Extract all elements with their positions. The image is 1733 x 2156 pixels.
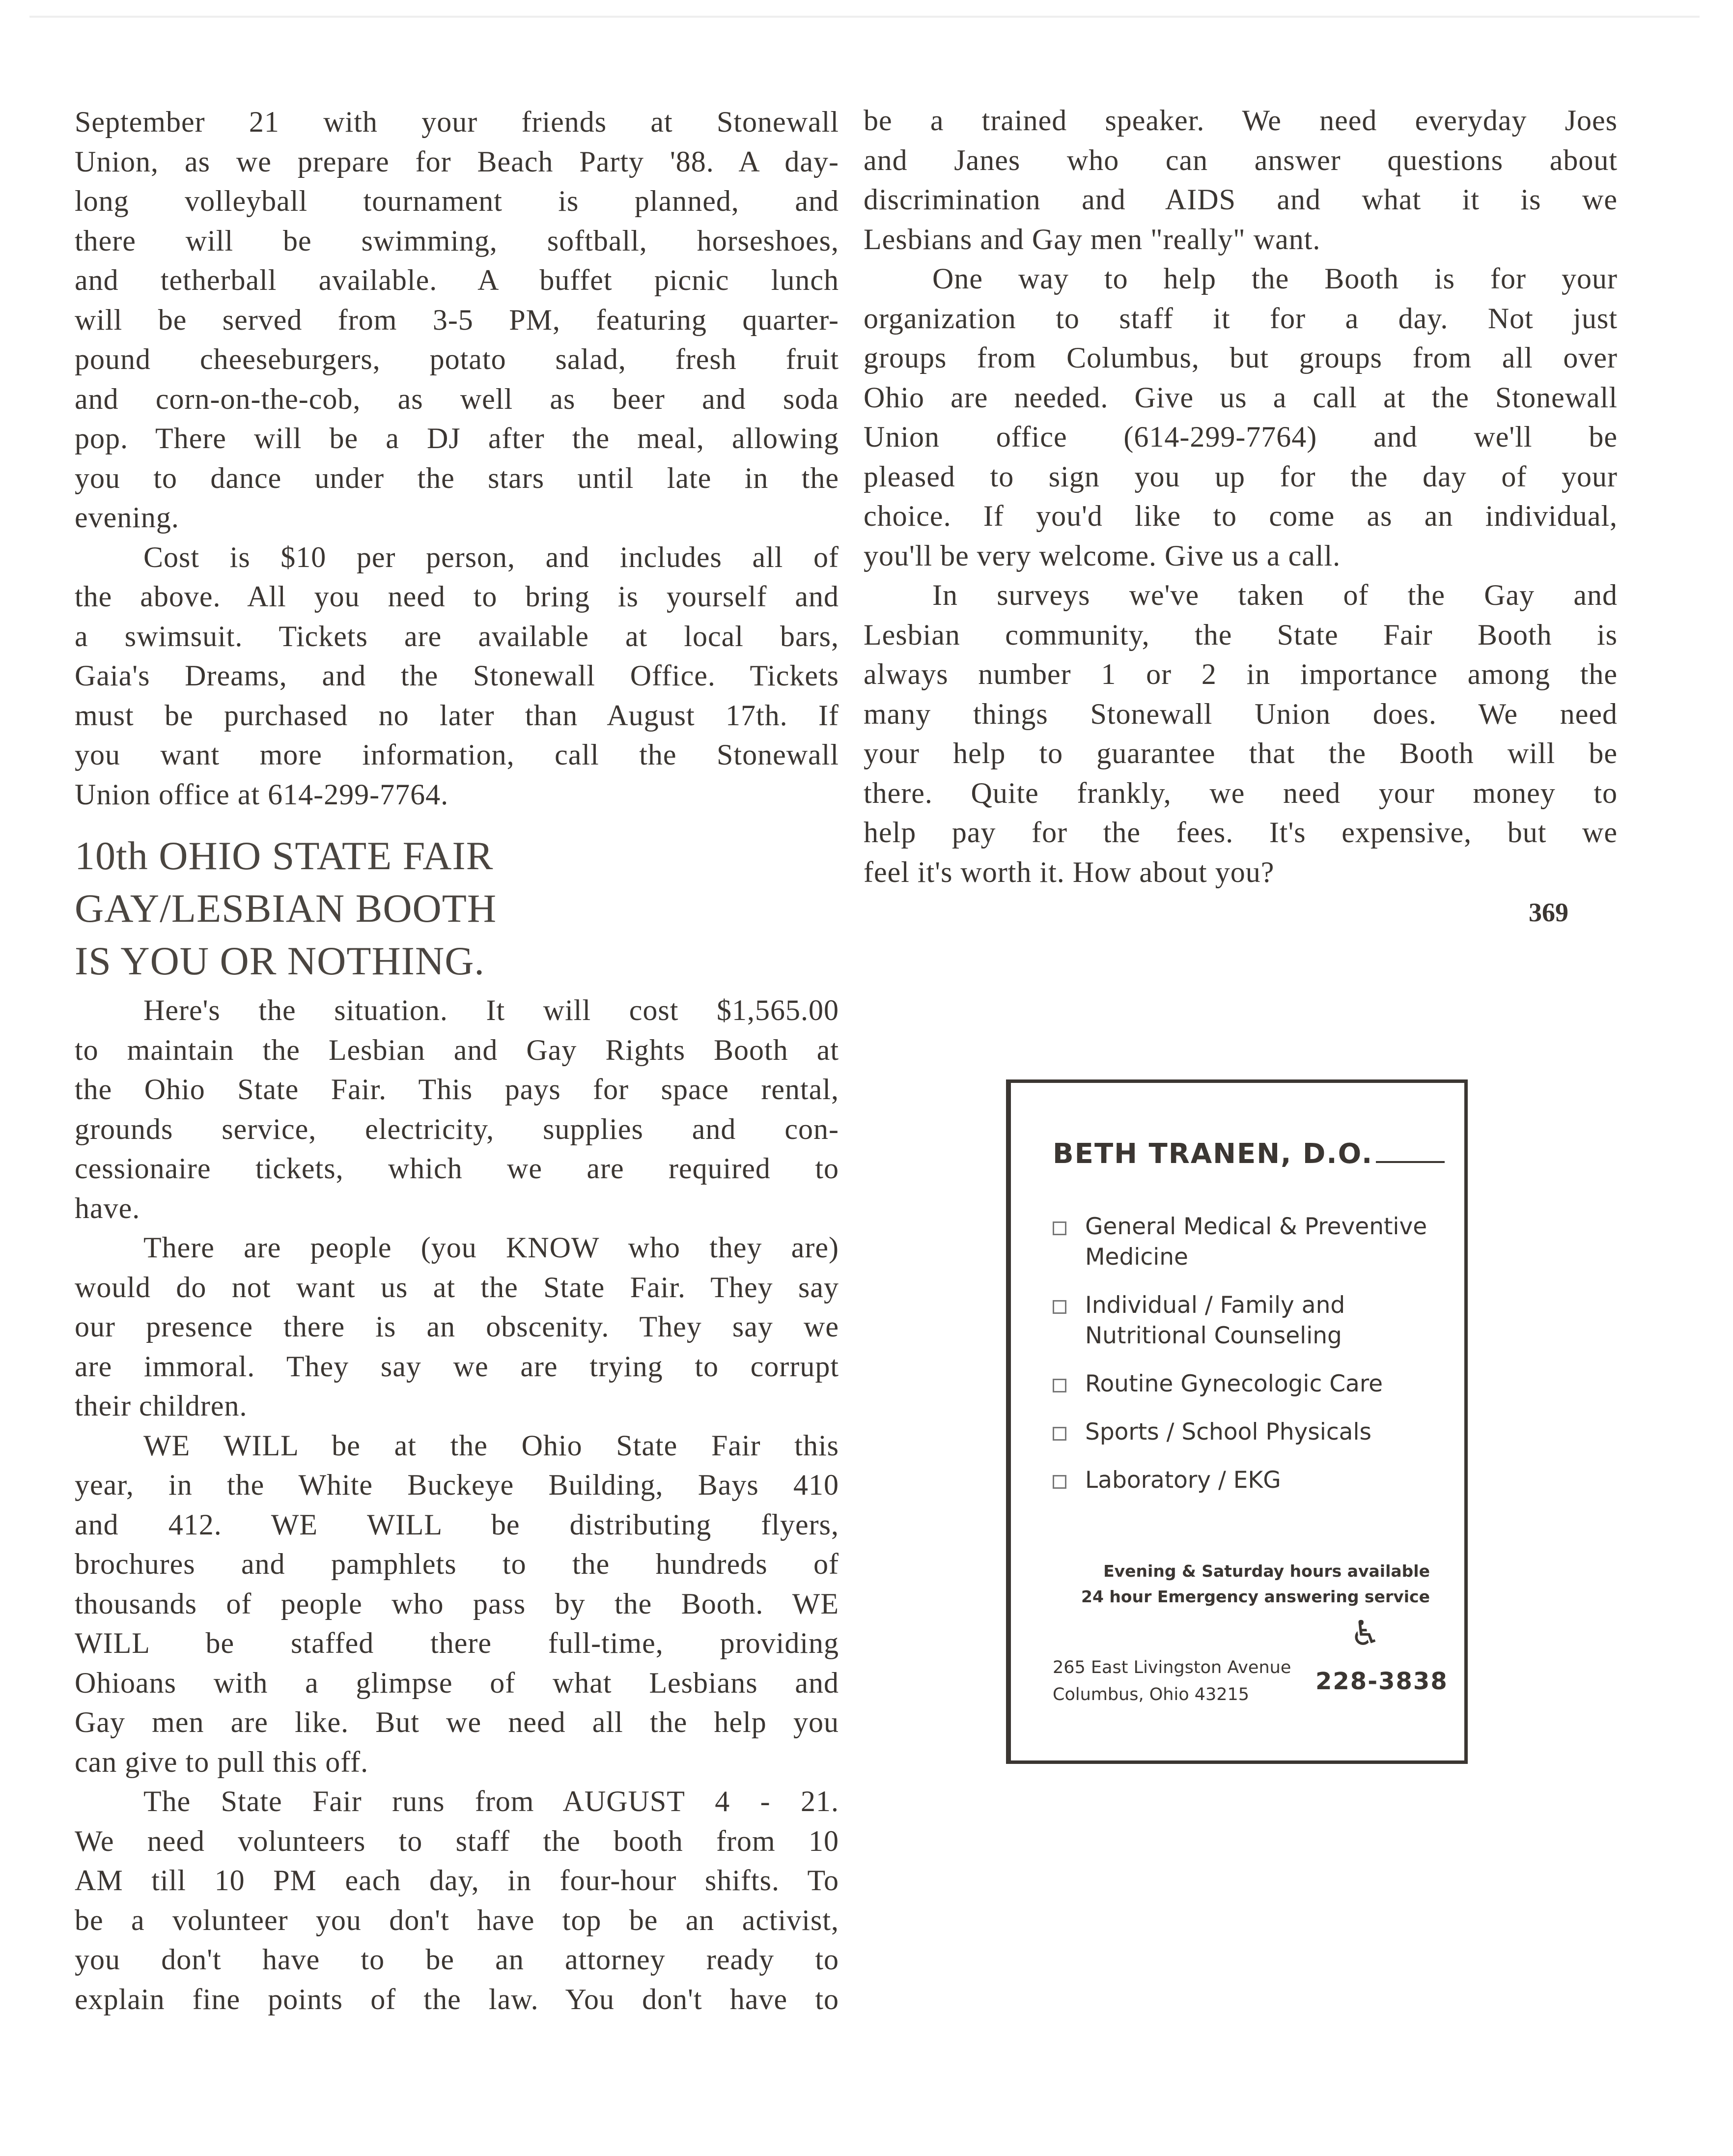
services-list — [1053, 1212, 1446, 1513]
text-line: the above. All you need to bring is yourself and — [75, 580, 839, 613]
text-line: and 412. WE WILL be distributing flyers, — [75, 1508, 839, 1541]
text-line: a swimsuit. Tickets are available at local bars, — [75, 620, 839, 652]
text-line: long volleyball tournament is planned, and — [75, 185, 839, 217]
heading-line: 10th OHIO STATE FAIR — [75, 833, 494, 878]
text-line: will be served from 3-5 PM, featuring quarter- — [75, 303, 839, 336]
text-line: and corn-on-the-cob, as well as beer and soda — [75, 382, 839, 415]
page-number: 369 — [1529, 898, 1568, 927]
text-line: and Janes who can answer questions about — [864, 143, 1618, 176]
text-line: your help to guarantee that the Booth will be — [864, 737, 1618, 769]
text-line: pound cheeseburgers, potato salad, fresh fruit — [75, 343, 839, 375]
hours-info — [1053, 1559, 1430, 1610]
text-line: Lesbians and Gay men "really" want. — [864, 223, 1321, 255]
text-line: The State Fair runs from AUGUST 4 - 21. — [143, 1785, 839, 1817]
address — [1053, 1654, 1291, 1708]
text-line: year, in the White Buckeye Building, Bays 410 — [75, 1469, 839, 1501]
text-line: WE WILL be at the Ohio State Fair this — [143, 1429, 839, 1462]
advertisement-box — [1006, 1079, 1468, 1764]
checkbox-icon — [1053, 1475, 1066, 1489]
text-line: be a volunteer you don't have top be an activist, — [75, 1903, 839, 1936]
hours-line: Evening & Saturday hours available — [1103, 1561, 1430, 1581]
text-line: help pay for the fees. It's expensive, but we — [864, 816, 1618, 849]
title-underline — [1376, 1161, 1445, 1163]
right-column — [864, 101, 1618, 892]
emergency-line: 24 hour Emergency answering service — [1081, 1587, 1430, 1606]
text-line: groups from Columbus, but groups from all over — [864, 341, 1618, 374]
text-line: Here's the situation. It will cost $1,565.00 — [143, 994, 839, 1026]
text-line: discrimination and AIDS and what it is we — [864, 183, 1618, 216]
text-line: Ohioans with a glimpse of what Lesbians and — [75, 1666, 839, 1699]
text-line: September 21 with your friends at Stonewall — [75, 106, 839, 138]
service-item — [1053, 1369, 1446, 1399]
heading-line: GAY/LESBIAN BOOTH — [75, 886, 497, 931]
text-line: grounds service, electricity, supplies and con- — [75, 1112, 839, 1145]
ad-title-text: BETH TRANEN, D.O. — [1053, 1138, 1373, 1170]
text-line: and tetherball available. A buffet picnic lunch — [75, 264, 839, 296]
wheelchair-accessible-icon: ♿ — [1350, 1613, 1381, 1653]
text-line: Union office (614-299-7764) and we'll be — [864, 421, 1618, 453]
text-line: Union office at 614-299-7764. — [75, 778, 449, 811]
checkbox-icon — [1053, 1427, 1066, 1441]
text-line: many things Stonewall Union does. We need — [864, 697, 1618, 730]
text-line: you'll be very welcome. Give us a call. — [864, 539, 1341, 572]
service-item — [1053, 1212, 1446, 1273]
text-line: the Ohio State Fair. This pays for space rental, — [75, 1073, 839, 1106]
text-line: can give to pull this off. — [75, 1745, 369, 1778]
service-label: Routine Gynecologic Care — [1085, 1370, 1383, 1397]
left-column-bottom — [75, 991, 839, 2019]
text-line: must be purchased no later than August 17th. If — [75, 699, 839, 732]
text-line: In surveys we've taken of the Gay and — [932, 579, 1618, 611]
service-label: Sports / School Physicals — [1085, 1418, 1372, 1446]
text-line: One way to help the Booth is for your — [932, 262, 1618, 295]
checkbox-icon — [1053, 1300, 1066, 1314]
text-line: their children. — [75, 1390, 248, 1422]
text-line: choice. If you'd like to come as an individual, — [864, 500, 1618, 532]
text-line: brochures and pamphlets to the hundreds of — [75, 1548, 839, 1580]
scan-edge — [29, 16, 1700, 18]
text-line: Union, as we prepare for Beach Party '88. A day- — [75, 145, 839, 178]
service-label: Laboratory / EKG — [1085, 1467, 1281, 1494]
text-line: you to dance under the stars until late in the — [75, 461, 839, 494]
text-line: pop. There will be a DJ after the meal, allowing — [75, 422, 839, 454]
address-city: Columbus, Ohio 43215 — [1053, 1685, 1250, 1704]
service-item — [1053, 1465, 1446, 1496]
text-line: feel it's worth it. How about you? — [864, 855, 1275, 888]
ad-title — [1053, 1138, 1445, 1170]
service-label: General Medical & Preventive Medicine — [1085, 1213, 1427, 1271]
text-line: organization to staff it for a day. Not just — [864, 302, 1618, 335]
text-line: thousands of people who pass by the Booth. WE — [75, 1587, 839, 1620]
service-item — [1053, 1417, 1446, 1447]
text-line: would do not want us at the State Fair. They say — [75, 1271, 839, 1304]
text-line: Ohio are needed. Give us a call at the Stonewall — [864, 381, 1618, 414]
address-street: 265 East Livingston Avenue — [1053, 1658, 1291, 1677]
text-line: Cost is $10 per person, and includes all of — [143, 540, 839, 573]
text-line: there will be swimming, softball, horseshoes, — [75, 224, 839, 257]
text-line: to maintain the Lesbian and Gay Rights Booth at — [75, 1033, 839, 1066]
text-line: you don't have to be an attorney ready to — [75, 1943, 839, 1976]
text-line: be a trained speaker. We need everyday Joes — [864, 104, 1618, 137]
text-line: AM till 10 PM each day, in four-hour shifts. To — [75, 1864, 839, 1897]
text-line: our presence there is an obscenity. They say we — [75, 1310, 839, 1343]
checkbox-icon — [1053, 1221, 1066, 1235]
service-label: Individual / Family and Nutritional Counseling — [1085, 1292, 1345, 1349]
text-line: evening. — [75, 501, 179, 534]
checkbox-icon — [1053, 1379, 1066, 1392]
text-line: Gaia's Dreams, and the Stonewall Office. Tickets — [75, 659, 839, 692]
text-line: explain fine points of the law. You don't have to — [75, 1983, 839, 2015]
phone-number: 228-3838 — [1315, 1668, 1448, 1695]
text-line: There are people (you KNOW who they are) — [143, 1231, 839, 1264]
left-column-top — [75, 102, 839, 814]
heading-line: IS YOU OR NOTHING. — [75, 938, 485, 983]
text-line: always number 1 or 2 in importance among the — [864, 658, 1618, 690]
text-line: We need volunteers to staff the booth from 10 — [75, 1824, 839, 1857]
text-line: cessionaire tickets, which we are required to — [75, 1152, 839, 1185]
text-line: Lesbian community, the State Fair Booth is — [864, 618, 1618, 651]
text-line: have. — [75, 1191, 140, 1224]
text-line: there. Quite frankly, we need your money to — [864, 776, 1618, 809]
text-line: WILL be staffed there full-time, providing — [75, 1627, 839, 1659]
article-heading — [75, 829, 497, 987]
text-line: you want more information, call the Stonewall — [75, 738, 839, 771]
text-line: Gay men are like. But we need all the help you — [75, 1706, 839, 1738]
text-line: are immoral. They say we are trying to corrupt — [75, 1350, 839, 1383]
service-item — [1053, 1290, 1446, 1351]
text-line: pleased to sign you up for the day of your — [864, 460, 1618, 493]
